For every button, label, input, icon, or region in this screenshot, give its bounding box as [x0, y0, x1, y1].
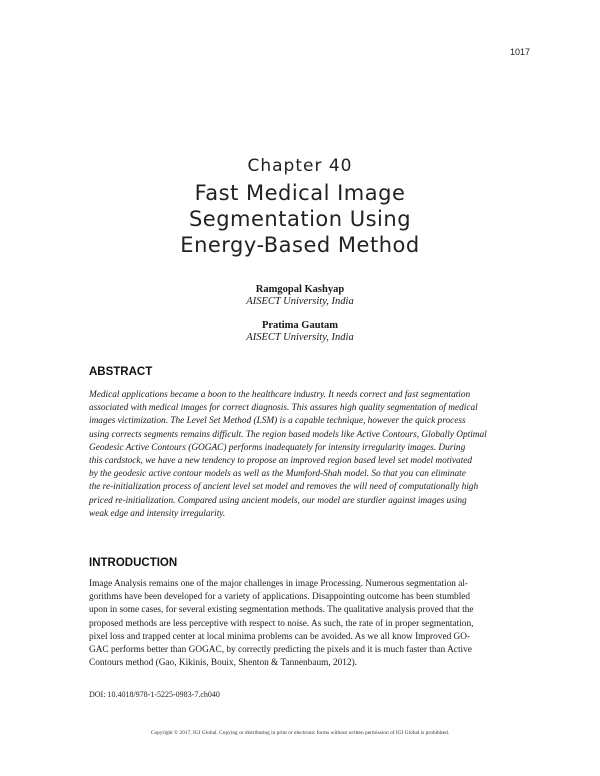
- introduction-line: Image Analysis remains one of the major challenges in image Processing. Numerous segmentation al-: [89, 579, 469, 589]
- abstract-line: weak edge and intensity irregularity.: [89, 508, 226, 519]
- abstract-line: the re-initialization process of ancient level set model and removes the will need of computationally high: [89, 482, 479, 493]
- abstract-line: Medical applications became a boon to the healthcare industry. It needs correct and fast segmentation: [89, 390, 471, 400]
- abstract-line: priced re-initialization. Compared using ancient models, our model are sturdier against images using: [89, 495, 467, 506]
- chapter-title: [0, 180, 600, 258]
- author-affiliation: AISECT University, India: [246, 296, 354, 307]
- author-name: Ramgopal Kashyap: [255, 284, 345, 295]
- introduction-line: GAC performs better than GOGAC, by correctly predicting the pixels and it is much faster than Active: [89, 645, 472, 656]
- abstract-line: associated with medical images for correct diagnosis. This assures high quality segmentation of medical: [89, 403, 478, 414]
- author-name: Pratima Gautam: [261, 320, 339, 331]
- abstract-body: [89, 389, 530, 521]
- title-line: Energy-Based Method: [180, 233, 420, 257]
- abstract-line: images victimization. The Level Set Method (LSM) is a capable technique, however the quick process: [89, 416, 466, 427]
- page-number: 1017: [509, 47, 530, 57]
- abstract-line: this cardstock, we have a new tendency to propose an improved region based level set model motivated: [89, 456, 473, 467]
- author-affiliation: AISECT University, India: [246, 332, 354, 343]
- introduction-line: Contours method (Gao, Kikinis, Bouix, Shenton & Tannenbaum, 2012).: [89, 658, 357, 669]
- introduction-line: proposed methods are less perceptive with respect to noise. As such, the rate of in proper segmentation,: [89, 618, 474, 629]
- title-line: Segmentation Using: [188, 207, 412, 231]
- abstract-line: using corrects segments remains difficult. The region based models like Active Contours, Globally Optimal: [89, 429, 487, 440]
- introduction-line: pixel loss and trapped center at local minima problems can be avoided. As we all know Improved GO-: [89, 631, 471, 642]
- introduction-line: gorithms have been developed for a variety of applications. Disappointing outcome has been stumbled: [89, 592, 471, 603]
- doi-text: DOI: 10.4018/978-1-5225-0983-7.ch040: [89, 690, 220, 699]
- abstract-line: Geodesic Active Contours (GOGAC) performs inadequately for intensity irregularity images. During: [89, 442, 466, 453]
- title-line: Fast Medical Image: [194, 181, 406, 205]
- author-block: [0, 320, 600, 344]
- copyright-notice: Copyright © 2017, IGI Global. Copying or distributing in print or electronic forms without written permission of IGI Global is prohibited.: [150, 730, 450, 736]
- abstract-heading: ABSTRACT: [89, 366, 153, 378]
- introduction-body: [89, 578, 530, 670]
- introduction-line: upon in some cases, for several existing segmentation methods. The qualitative analysis proved that the: [89, 605, 474, 616]
- introduction-heading: INTRODUCTION: [89, 557, 178, 569]
- abstract-line: by the geodesic active contour models as well as the Mumford-Shah model. So that you can eliminate: [89, 469, 466, 480]
- author-block: [0, 284, 600, 308]
- chapter-label: Chapter 40: [247, 156, 353, 176]
